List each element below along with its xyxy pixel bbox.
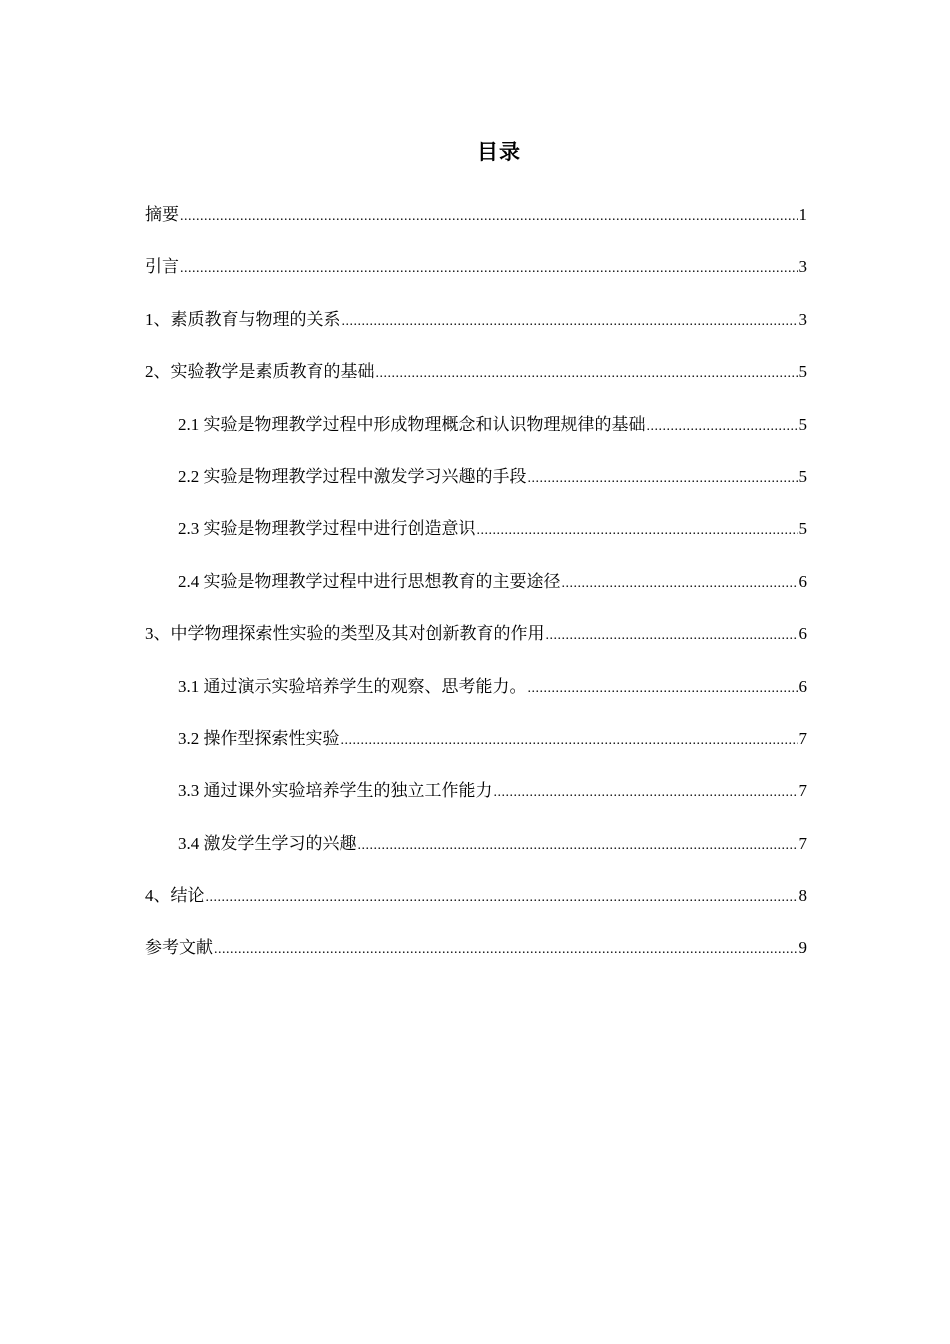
toc-page-number: 8	[798, 886, 807, 906]
toc-entry-text: 3.2 操作型探索性实验	[178, 728, 340, 748]
toc-entry[interactable]	[145, 883, 807, 935]
toc-dot-leader	[214, 937, 798, 963]
toc-entry-text: 引言	[145, 257, 179, 277]
toc-entry-text: 2.2 实验是物理教学过程中激发学习兴趣的手段	[178, 466, 527, 486]
toc-entry-text: 2.1 实验是物理教学过程中形成物理概念和认识物理规律的基础	[178, 414, 646, 434]
toc-entry[interactable]	[145, 202, 807, 254]
toc-subentry[interactable]	[145, 569, 807, 621]
toc-entry-text: 2.3 实验是物理教学过程中进行创造意识	[178, 519, 476, 539]
toc-page-number: 7	[798, 728, 807, 748]
toc-dot-leader	[562, 571, 798, 597]
toc-page-number: 9	[798, 938, 807, 958]
toc-dot-leader	[180, 256, 798, 282]
toc-dot-leader	[494, 780, 798, 806]
toc-entry-text: 2.4 实验是物理教学过程中进行思想教育的主要途径	[178, 571, 561, 591]
toc-page-number: 6	[798, 624, 807, 644]
toc-dot-leader	[477, 518, 798, 544]
toc-page-number: 6	[798, 676, 807, 696]
toc-list	[145, 202, 807, 988]
toc-entry[interactable]	[145, 935, 807, 987]
toc-subentry[interactable]	[145, 831, 807, 883]
toc-title: 目录	[477, 140, 521, 164]
toc-dot-leader	[358, 833, 798, 859]
toc-page-number: 1	[798, 205, 807, 224]
toc-page-number: 5	[798, 466, 807, 486]
toc-entry[interactable]	[145, 621, 807, 673]
toc-entry-text: 1、素质教育与物理的关系	[145, 309, 341, 329]
toc-dot-leader	[647, 414, 798, 440]
toc-dot-leader	[528, 676, 798, 702]
toc-entry-text: 摘要	[145, 205, 179, 224]
toc-dot-leader	[342, 309, 798, 335]
toc-page-number: 5	[798, 519, 807, 539]
toc-subentry[interactable]	[145, 464, 807, 516]
toc-dot-leader	[180, 204, 798, 230]
toc-entry[interactable]	[145, 307, 807, 359]
toc-entry[interactable]	[145, 359, 807, 411]
toc-subentry[interactable]	[145, 726, 807, 778]
toc-entry[interactable]	[145, 254, 807, 306]
toc-dot-leader	[546, 623, 798, 649]
toc-page-number: 3	[798, 257, 807, 277]
toc-dot-leader	[528, 466, 798, 492]
toc-subentry[interactable]	[145, 516, 807, 568]
toc-entry-text: 2、实验教学是素质教育的基础	[145, 362, 375, 382]
toc-page-number: 5	[798, 414, 807, 434]
toc-page-number: 7	[798, 833, 807, 853]
toc-entry-text: 3.4 激发学生学习的兴趣	[178, 833, 357, 853]
toc-entry-text: 3.1 通过演示实验培养学生的观察、思考能力。	[178, 676, 527, 696]
toc-subentry[interactable]	[145, 674, 807, 726]
toc-entry-text: 参考文献	[145, 938, 213, 958]
toc-page-number: 6	[798, 571, 807, 591]
toc-entry-text: 4、结论	[145, 886, 205, 906]
toc-dot-leader	[376, 361, 798, 387]
toc-entry-text: 3.3 通过课外实验培养学生的独立工作能力	[178, 781, 493, 801]
toc-page-number: 5	[798, 362, 807, 382]
toc-entry-text: 3、中学物理探索性实验的类型及其对创新教育的作用	[145, 624, 545, 644]
toc-page-number: 3	[798, 309, 807, 329]
toc-dot-leader	[206, 885, 798, 911]
toc-subentry[interactable]	[145, 778, 807, 830]
toc-dot-leader	[341, 728, 798, 754]
toc-page-number: 7	[798, 781, 807, 801]
toc-subentry[interactable]	[145, 412, 807, 464]
